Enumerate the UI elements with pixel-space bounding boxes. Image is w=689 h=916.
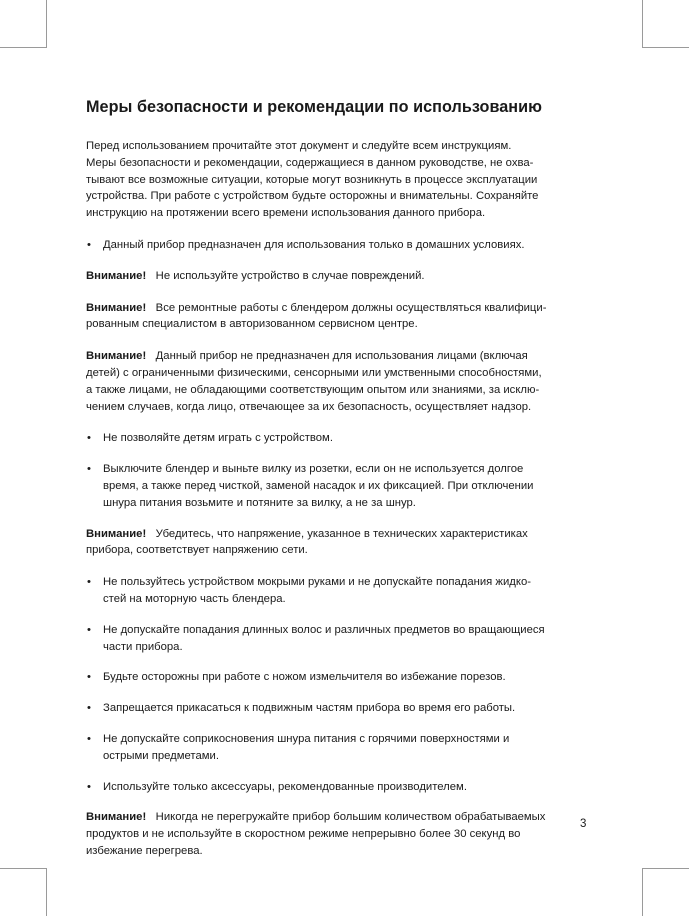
crop-mark bbox=[46, 868, 47, 916]
warning-text-line: избежание перегрева. bbox=[86, 844, 203, 857]
intro-line: тывают все возможные ситуации, которые могут возникнуть в процессе эксплуатации bbox=[86, 173, 538, 186]
bullet-text-line: Данный прибор предназначен для использования только в домашних условиях. bbox=[103, 238, 525, 251]
warning-text: Данный прибор не предназначен для использования лицами (включая bbox=[155, 350, 528, 363]
warning-text: Никогда не перегружайте прибор большим количеством обрабатываемых bbox=[155, 811, 546, 824]
warning-text-line: а также лицами, не обладающими соответствующим опытом или знаниями, за исклю- bbox=[86, 383, 540, 396]
warning-label: Внимание! bbox=[86, 527, 147, 540]
warning-gap bbox=[146, 811, 155, 823]
bullet-dot-icon: • bbox=[87, 732, 91, 745]
bullet-text-line: Не пользуйтесь устройством мокрыми руками и не допускайте попадания жидко- bbox=[103, 576, 532, 589]
bullet-text-line: части прибора. bbox=[103, 640, 183, 653]
bullet-text-line: острыми предметами. bbox=[103, 749, 219, 762]
bullet-text-line: Не допускайте соприкосновения шнура питания с горячими поверхностями и bbox=[103, 732, 510, 745]
warning-gap bbox=[146, 350, 155, 362]
warning-text-line: детей) с ограниченными физическими, сенсорными или умственными способностями, bbox=[86, 366, 542, 379]
bullet-item bbox=[86, 574, 596, 608]
bullet-item bbox=[86, 731, 596, 765]
bullet-dot-icon: • bbox=[87, 463, 91, 476]
warning-text-line: продуктов и не используйте в скоростном режиме непрерывно более 30 секунд во bbox=[86, 828, 521, 841]
warning-label: Внимание! bbox=[86, 269, 147, 282]
bullet-dot-icon: • bbox=[87, 671, 91, 684]
bullet-text-line: Выключите блендер и выньте вилку из розетки, если он не используется долгое bbox=[103, 463, 524, 476]
warning-gap bbox=[146, 528, 155, 540]
page-title: Меры безопасности и рекомендации по использованию bbox=[86, 98, 543, 116]
warning-first-line bbox=[86, 526, 596, 543]
warning-text: Убедитесь, что напряжение, указанное в технических характеристиках bbox=[155, 527, 528, 540]
bullet-item bbox=[86, 430, 596, 447]
bullet-text-line: Запрещается прикасаться к подвижным частям прибора во время его работы. bbox=[103, 702, 516, 715]
bullet-dot-icon: • bbox=[87, 623, 91, 636]
warning-text-line: чением случаев, когда лицо, отвечающее за их безопасность, осуществляет надзор. bbox=[86, 400, 532, 413]
warning-label: Внимание! bbox=[86, 350, 147, 363]
bullet-text-line: шнура питания возьмите и потяните за вилку, а не за шнур. bbox=[103, 496, 416, 509]
crop-mark bbox=[0, 47, 46, 48]
intro-line: Меры безопасности и рекомендации, содержащиеся в данном руководстве, не охва- bbox=[86, 156, 534, 169]
warning-gap bbox=[146, 270, 155, 282]
bullet-text-line: Не допускайте попадания длинных волос и различных предметов во вращающиеся bbox=[103, 623, 545, 636]
bullet-item bbox=[86, 237, 596, 254]
crop-mark bbox=[642, 0, 643, 48]
crop-mark bbox=[46, 0, 47, 48]
bullet-item bbox=[86, 622, 596, 656]
bullet-dot-icon: • bbox=[87, 432, 91, 445]
warning-first-line bbox=[86, 268, 596, 285]
page-content bbox=[86, 97, 596, 875]
crop-mark bbox=[0, 868, 46, 869]
warning-first-line bbox=[86, 809, 596, 826]
warning-paragraph bbox=[86, 348, 596, 415]
bullet-text-line: Будьте осторожны при работе с ножом измельчителя во избежание порезов. bbox=[103, 671, 506, 684]
bullet-item bbox=[86, 461, 596, 511]
warning-gap bbox=[146, 302, 155, 314]
intro-line: Перед использованием прочитайте этот документ и следуйте всем инструкциям. bbox=[86, 140, 512, 152]
crop-mark bbox=[643, 868, 689, 869]
crop-mark bbox=[643, 47, 689, 48]
bullet-text-line: стей на моторную часть блендера. bbox=[103, 592, 286, 605]
crop-mark bbox=[642, 868, 643, 916]
warning-paragraph bbox=[86, 300, 596, 334]
warning-first-line bbox=[86, 300, 596, 317]
bullet-text-line: Не позволяйте детям играть с устройством. bbox=[103, 432, 333, 445]
warning-label: Внимание! bbox=[86, 301, 147, 314]
bullet-dot-icon: • bbox=[87, 702, 91, 715]
warning-label: Внимание! bbox=[86, 811, 147, 824]
warning-text: Не используйте устройство в случае повреждений. bbox=[155, 269, 425, 282]
intro-line: устройства. При работе с устройством будьте осторожны и внимательны. Сохраняйте bbox=[86, 190, 539, 203]
bullet-text-line: Используйте только аксессуары, рекомендованные производителем. bbox=[103, 780, 467, 793]
warning-text-line: рованным специалистом в авторизованном сервисном центре. bbox=[86, 318, 418, 331]
warning-first-line bbox=[86, 348, 596, 365]
bullet-dot-icon: • bbox=[87, 780, 91, 793]
warning-text-line: прибора, соответствует напряжению сети. bbox=[86, 544, 308, 557]
bullet-text-line: время, а также перед чисткой, заменой насадок и их фиксацией. При отключении bbox=[103, 479, 534, 492]
warning-paragraph bbox=[86, 526, 596, 560]
bullet-item bbox=[86, 700, 596, 717]
page-number: 3 bbox=[580, 818, 587, 830]
bullet-item bbox=[86, 779, 596, 796]
bullet-dot-icon: • bbox=[87, 576, 91, 589]
safety-list bbox=[86, 237, 596, 860]
warning-paragraph bbox=[86, 268, 596, 285]
bullet-item bbox=[86, 669, 596, 686]
intro-line: инструкцию на протяжении всего времени использования данного прибора. bbox=[86, 207, 486, 220]
intro-paragraph bbox=[86, 138, 596, 222]
warning-text: Все ремонтные работы с блендером должны осуществляться квалифици- bbox=[155, 301, 547, 314]
warning-paragraph bbox=[86, 809, 596, 859]
bullet-dot-icon: • bbox=[87, 238, 91, 251]
